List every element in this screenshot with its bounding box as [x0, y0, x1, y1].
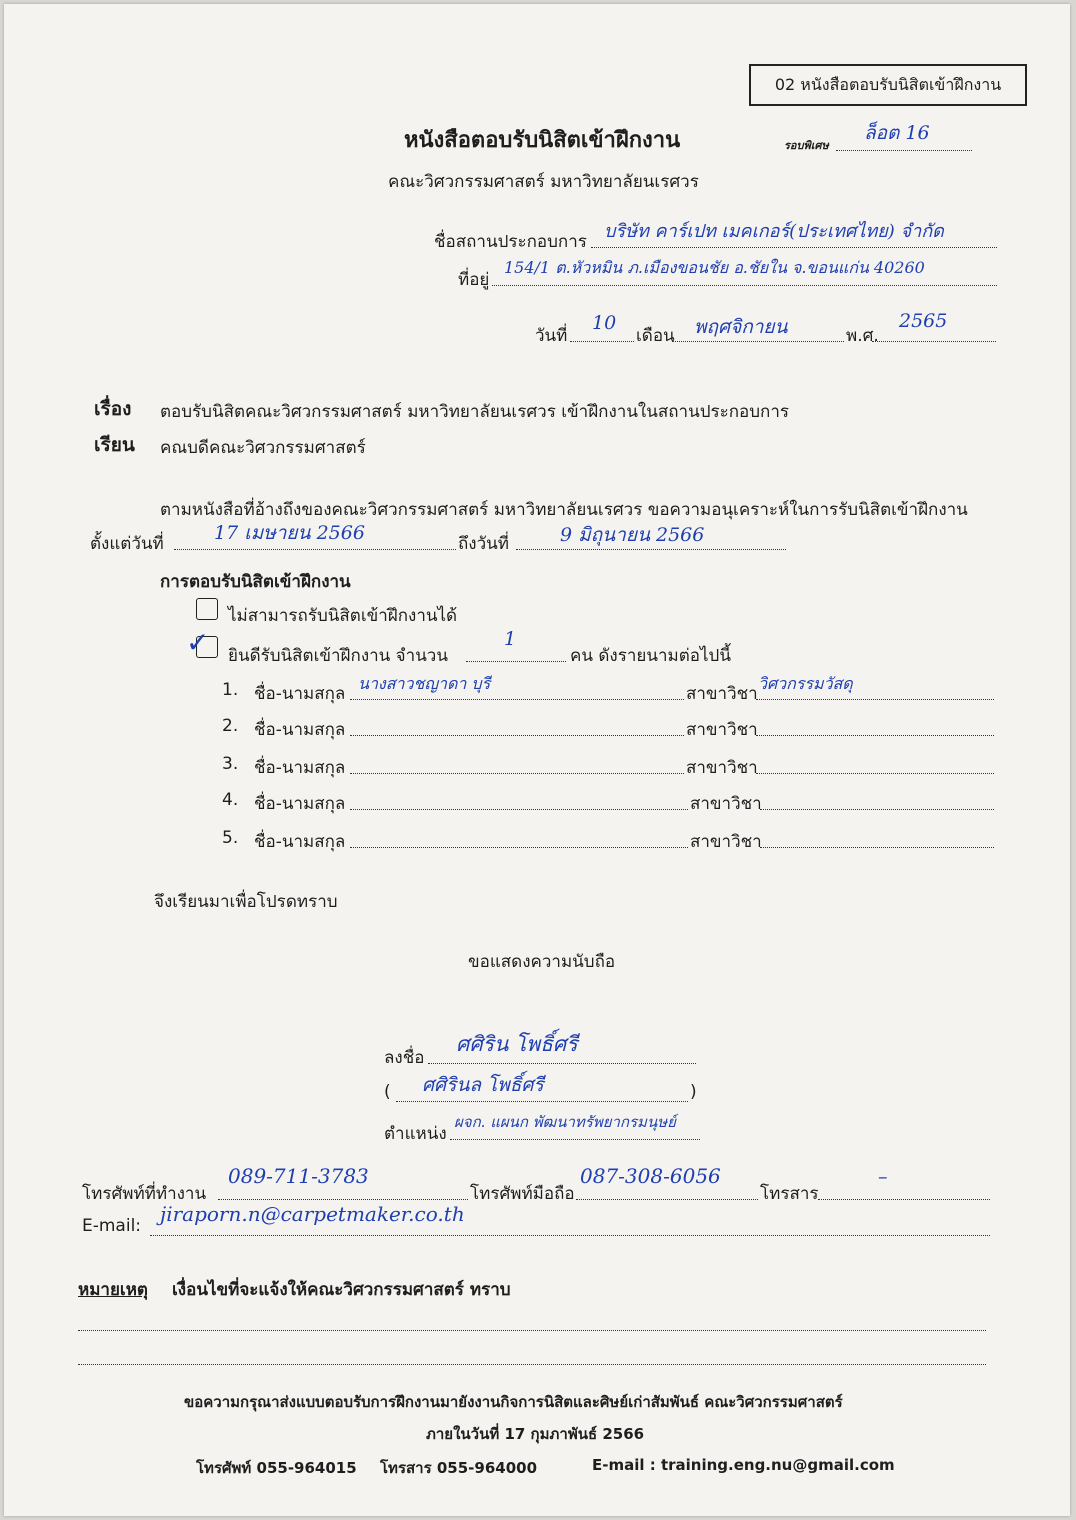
work-phone-value: 089-711-3783: [228, 1164, 369, 1188]
document-title: หนังสือตอบรับนิสิตเข้าฝึกงาน: [404, 128, 681, 153]
document-subtitle: คณะวิศวกรรมศาสตร์ มหาวิทยาลัยนเรศวร: [388, 172, 699, 192]
student-major-dots: [756, 699, 994, 700]
fax-dots: [818, 1199, 990, 1200]
email-label: E-mail:: [82, 1216, 142, 1236]
position-label: ตำแหน่ง: [384, 1124, 447, 1144]
date-month-label: เดือน: [636, 326, 675, 346]
round-value: ล็อต 16: [864, 122, 930, 144]
work-phone-dots: [218, 1199, 468, 1200]
student-major-label: สาขาวิชา: [690, 832, 762, 852]
sign-name-close-paren: ): [690, 1082, 697, 1102]
to-date-label: ถึงวันที่: [458, 534, 509, 554]
round-label: รอบพิเศษ: [784, 139, 829, 152]
subject-text: ตอบรับนิสิตคณะวิศวกรรมศาสตร์ มหาวิทยาลัยนเรศวร เข้าฝึกงานในสถานประกอบการ: [160, 402, 790, 422]
footer-email: E-mail : training.eng.nu@gmail.com: [592, 1456, 895, 1474]
fax-label: โทรสาร: [760, 1184, 819, 1204]
work-phone-label: โทรศัพท์ที่ทำงาน: [82, 1184, 207, 1204]
note-line-2: [78, 1364, 986, 1365]
student-major-label: สาขาวิชา: [686, 758, 758, 778]
student-name-label: ชื่อ-นามสกุล: [254, 720, 346, 740]
student-number: 4.: [222, 790, 239, 810]
footer-fax: โทรสาร 055-964000: [380, 1459, 538, 1477]
email-dots: [150, 1235, 990, 1236]
mobile-phone-value: 087-308-6056: [580, 1164, 721, 1188]
student-name-dots: [350, 773, 684, 774]
from-date-label: ตั้งแต่วันที่: [90, 534, 164, 554]
student-name-label: ชื่อ-นามสกุล: [254, 794, 346, 814]
student-major-dots: [760, 847, 994, 848]
date-day-label: วันที่: [535, 326, 568, 346]
fax-value: –: [878, 1166, 888, 1188]
signature-dots: [428, 1063, 696, 1064]
round-dots: [836, 150, 972, 151]
checkmark-icon: ✓: [186, 626, 210, 659]
date-year-dots: [872, 341, 996, 342]
accept-count-dots: [466, 661, 566, 662]
student-name-label: ชื่อ-นามสกุล: [254, 832, 346, 852]
student-name-label: ชื่อ-นามสกุล: [254, 758, 346, 778]
note-text: เงื่อนไขที่จะแจ้งให้คณะวิศวกรรมศาสตร์ ทราบ: [172, 1280, 511, 1300]
student-major-value: วิศวกรรมวัสดุ: [758, 674, 853, 693]
company-label: ชื่อสถานประกอบการ: [434, 232, 587, 252]
closing-text: จึงเรียนมาเพื่อโปรดทราบ: [154, 892, 338, 912]
student-number: 1.: [222, 680, 239, 700]
subject-label: เรื่อง: [94, 398, 132, 420]
student-major-label: สาขาวิชา: [686, 684, 758, 704]
footer-deadline: ภายในวันที่ 17 กุมภาพันธ์ 2566: [426, 1425, 645, 1443]
position-dots: [450, 1139, 700, 1140]
footer-phone: โทรศัพท์ 055-964015: [196, 1459, 357, 1477]
to-text: คณบดีคณะวิศวกรรมศาสตร์: [160, 438, 366, 458]
student-name-dots: [350, 809, 688, 810]
document-reference-box: 02 หนังสือตอบรับนิสิตเข้าฝึกงาน: [749, 64, 1027, 106]
student-major-dots: [756, 735, 994, 736]
student-name-dots: [350, 699, 684, 700]
student-name-dots: [350, 847, 688, 848]
address-dots: [492, 285, 997, 286]
to-label: เรียน: [94, 434, 135, 456]
company-value: บริษัท คาร์เปท เมคเกอร์(ประเทศไทย) จำกัด: [604, 221, 944, 242]
signature-label: ลงชื่อ: [384, 1048, 425, 1068]
accept-count-value: 1: [504, 628, 517, 650]
student-number: 3.: [222, 754, 239, 774]
sign-name-value: ศศิรินล โพธิ์ศรี: [422, 1074, 544, 1096]
student-major-label: สาขาวิชา: [686, 720, 758, 740]
address-value: 154/1 ต.หัวหมิน ภ.เมืองขอนชัย อ.ชัยใน จ.ขอนแก่น 40260: [504, 258, 925, 277]
position-value: ผจก. แผนก พัฒนาทรัพยากรมนุษย์: [454, 1113, 676, 1131]
footer-instruction: ขอความกรุณาส่งแบบตอบรับการฝึกงานมายังงานกิจการนิสิตและศิษย์เก่าสัมพันธ์ คณะวิศวกรรมศาสตร์: [184, 1393, 843, 1411]
mobile-phone-label: โทรศัพท์มือถือ: [470, 1184, 575, 1204]
date-day-dots: [570, 341, 634, 342]
body-paragraph: ตามหนังสือที่อ้างถึงของคณะวิศวกรรมศาสตร์ มหาวิทยาลัยนเรศวร ขอความอนุเคราะห์ในการรับนิสิตเข้าฝึกงาน: [160, 500, 968, 520]
note-label: หมายเหตุ: [78, 1280, 148, 1300]
student-name-label: ชื่อ-นามสกุล: [254, 684, 346, 704]
company-dots: [591, 247, 997, 248]
to-date-value: 9 มิถุนายน 2566: [560, 524, 705, 546]
document-page: [4, 4, 1070, 1516]
from-date-value: 17 เมษายน 2566: [214, 522, 365, 544]
sign-name-dots: [396, 1101, 688, 1102]
student-name-dots: [350, 735, 684, 736]
student-major-dots: [760, 809, 994, 810]
date-year-label: พ.ศ.: [846, 326, 879, 346]
date-month-value: พฤศจิกายน: [694, 316, 788, 338]
date-year-value: 2565: [899, 310, 948, 332]
accept-suffix: คน ดังรายนามต่อไปนี้: [570, 646, 731, 666]
decline-option-label: ไม่สามารถรับนิสิตเข้าฝึกงานได้: [228, 606, 458, 626]
mobile-phone-dots: [576, 1199, 758, 1200]
student-major-dots: [756, 773, 994, 774]
student-number: 5.: [222, 828, 239, 848]
email-value: jiraporn.n@carpetmaker.co.th: [160, 1202, 465, 1226]
accept-option-label: ยินดีรับนิสิตเข้าฝึกงาน จำนวน: [228, 646, 448, 666]
address-label: ที่อยู่: [458, 270, 490, 290]
student-name-value: นางสาวชญาดา บุรี: [358, 674, 491, 693]
decline-checkbox[interactable]: [196, 598, 218, 620]
signature-value: ศศิริน โพธิ์ศรี: [456, 1032, 578, 1056]
student-major-label: สาขาวิชา: [690, 794, 762, 814]
regards-text: ขอแสดงความนับถือ: [468, 952, 616, 972]
date-day-value: 10: [592, 312, 617, 334]
student-number: 2.: [222, 716, 239, 736]
acceptance-heading: การตอบรับนิสิตเข้าฝึกงาน: [160, 572, 351, 592]
from-date-dots: [174, 549, 456, 550]
note-line-1: [78, 1330, 986, 1331]
sign-name-open-paren: (: [384, 1082, 391, 1102]
